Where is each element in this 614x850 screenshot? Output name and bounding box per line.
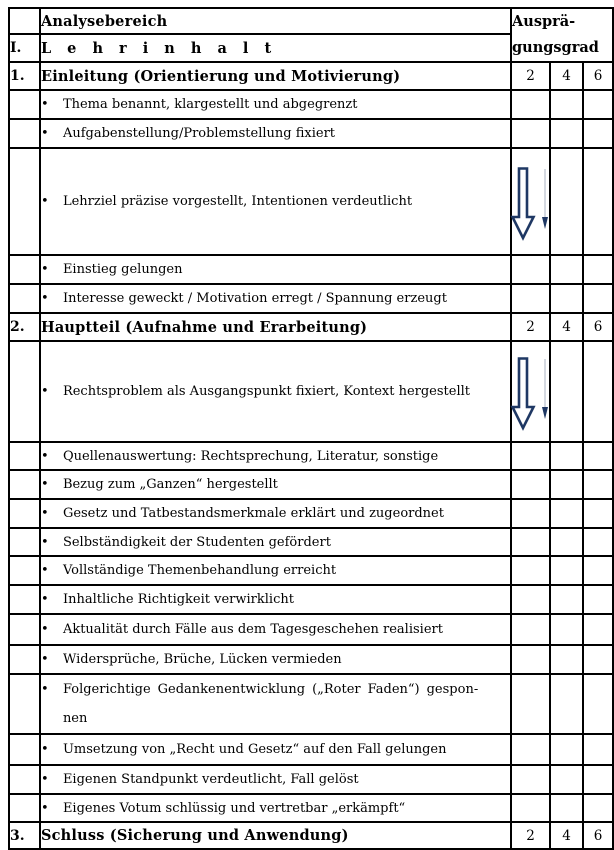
criterion-text: Interesse geweckt / Motivation erregt / Spannung erzeugt [62,291,447,306]
criterion-line-1 [41,675,510,704]
grade-value-4: 4 [550,62,583,90]
grade-cell-2 [511,528,550,556]
grade-cell-6 [583,585,613,614]
grade-cell-2 [511,734,550,765]
row-number-cell [9,585,40,614]
section-title: Einleitung (Orientierung und Motivierung) [40,62,511,90]
criterion-cell [40,674,511,734]
row-number-cell [9,499,40,528]
criterion-text: Einstieg gelungen [62,262,183,277]
grade-value-2: 2 [511,822,550,849]
grade-cell-6 [583,645,613,674]
table-row [9,794,613,822]
grade-cell-6 [583,674,613,734]
grade-cell-4 [550,794,583,822]
criterion-cell [40,794,511,822]
row-number-cell [9,734,40,765]
section-number: 2. [9,313,40,341]
bullet-icon: • [40,772,49,787]
grade-cell-4 [550,674,583,734]
grade-cell-6 [583,794,613,822]
grade-cell-2 [511,614,550,645]
row-number-cell [9,341,40,442]
bullet-icon: • [40,194,49,209]
criterion-cell [40,585,511,614]
bullet-icon: • [40,622,49,637]
section-row-schluss [9,822,613,849]
table-row [9,585,613,614]
bullet-icon: • [40,477,49,492]
criterion-cell [40,645,511,674]
grade-cell-6 [583,341,613,442]
evaluation-table [8,7,614,850]
grade-cell-6 [583,556,613,585]
grade-value-4: 4 [550,822,583,849]
row-number-cell [9,556,40,585]
grade-cell-6 [583,528,613,556]
table-row [9,470,613,499]
criterion-text: Aktualität durch Fälle aus dem Tagesgeschehen realisiert [62,622,443,637]
criterion-text: Folgerichtige Gedankenentwicklung („Roter Faden“) gespon- [62,682,479,697]
row-number-cell [9,765,40,794]
grade-cell-2 [511,674,550,734]
grade-cell-2 [511,442,550,470]
criterion-cell [40,255,511,284]
criterion-text: Lehrziel präzise vorgestellt, Intentionen verdeutlicht [62,194,413,209]
row-number-cell [9,284,40,313]
bullet-icon: • [40,126,49,141]
grade-cell-4 [550,90,583,119]
grade-cell-6 [583,148,613,255]
bullet-icon: • [40,563,49,578]
section-row-einleitung [9,62,613,90]
criterion-cell [40,614,511,645]
grade-cell-6 [583,499,613,528]
header-row-1 [9,8,613,34]
bullet-icon: • [40,291,49,306]
grade-cell-2 [511,148,550,255]
grade-header [511,8,613,62]
bullet-icon: • [40,448,49,464]
grade-cell-2 [511,341,550,442]
grade-cell-4 [550,148,583,255]
table-row [9,284,613,313]
table-row [9,119,613,148]
grade-cell-2 [511,556,550,585]
grade-cell-2 [511,90,550,119]
row-number-cell [9,794,40,822]
grade-cell-6 [583,734,613,765]
row-number-cell [9,614,40,645]
bullet-icon: • [40,262,49,277]
grade-cell-4 [550,255,583,284]
bullet-icon: • [40,682,49,697]
corner-cell [9,8,40,34]
section-row-hauptteil [9,313,613,341]
thin-down-arrow-icon [542,359,548,419]
bullet-icon: • [40,652,49,667]
grade-cell-2 [511,765,550,794]
grade-cell-4 [550,765,583,794]
grade-value-6: 6 [583,313,613,341]
grade-cell-2 [511,794,550,822]
table-row-tall [9,341,613,442]
bullet-icon: • [40,97,49,112]
down-block-arrow-icon [513,357,549,431]
down-block-arrow-icon [513,167,549,241]
criterion-text: Eigenen Standpunkt verdeutlicht, Fall gelöst [62,772,359,787]
grade-cell-6 [583,470,613,499]
table-row [9,90,613,119]
criterion-text: Widersprüche, Brüche, Lücken vermieden [62,652,342,667]
grade-cell-2 [511,645,550,674]
grade-cell-6 [583,442,613,470]
grade-cell-4 [550,119,583,148]
section-roman-numeral: I. [9,34,40,62]
grade-cell-2 [511,499,550,528]
table-row [9,442,613,470]
content-section-title: L e h r i n h a l t [40,34,511,62]
table-row [9,528,613,556]
table-row [9,499,613,528]
row-number-cell [9,148,40,255]
grade-cell-4 [550,470,583,499]
table-row [9,556,613,585]
grade-cell-6 [583,765,613,794]
row-number-cell [9,90,40,119]
criterion-text: Aufgabenstellung/Problemstellung fixiert [62,126,336,141]
criterion-cell [40,765,511,794]
grade-cell-4 [550,614,583,645]
criterion-cell [40,148,511,255]
grade-cell-6 [583,284,613,313]
bullet-icon: • [40,800,49,816]
bullet-icon: • [40,384,49,399]
criterion-cell [40,556,511,585]
grade-cell-4 [550,284,583,313]
grade-cell-2 [511,284,550,313]
criterion-text: Vollständige Themenbehandlung erreicht [62,563,337,578]
grade-cell-4 [550,556,583,585]
bullet-icon: • [40,534,49,550]
bullet-icon: • [40,742,49,757]
criterion-cell [40,90,511,119]
criterion-cell [40,528,511,556]
grade-cell-4 [550,442,583,470]
criterion-text-continued: nen [62,711,88,726]
grade-value-2: 2 [511,62,550,90]
criterion-text: Rechtsproblem als Ausgangspunkt fixiert, Kontext hergestellt [62,384,470,399]
row-number-cell [9,119,40,148]
bullet-icon: • [40,592,49,607]
grade-cell-4 [550,645,583,674]
grade-cell-4 [550,734,583,765]
row-number-cell [9,255,40,284]
grade-cell-4 [550,528,583,556]
table-row [9,255,613,284]
criterion-cell [40,470,511,499]
criterion-cell [40,119,511,148]
row-number-cell [9,442,40,470]
criterion-text: Umsetzung von „Recht und Gesetz“ auf den Fall gelungen [62,742,447,757]
grade-value-6: 6 [583,62,613,90]
grade-cell-4 [550,341,583,442]
grade-cell-2 [511,119,550,148]
table-row-tall [9,148,613,255]
row-number-cell [9,528,40,556]
grade-cell-6 [583,119,613,148]
grade-cell-6 [583,255,613,284]
thin-down-arrow-icon [542,169,548,229]
grade-value-4: 4 [550,313,583,341]
criterion-text: Selbständigkeit der Studenten gefördert [62,534,331,550]
table-row [9,734,613,765]
criterion-text: Gesetz und Tatbestandsmerkmale erklärt und zugeordnet [62,506,444,521]
grade-header-line2: gungsgrad [512,39,599,56]
section-title: Schluss (Sicherung und Anwendung) [40,822,511,849]
criterion-cell [40,442,511,470]
grade-header-line1: Ausprä- [512,13,576,30]
criterion-cell [40,734,511,765]
criterion-text: Thema benannt, klargestellt und abgegrenzt [62,97,358,112]
table-row-wrapped [9,674,613,734]
criterion-text: Inhaltliche Richtigkeit verwirklicht [62,592,294,607]
criterion-cell [40,284,511,313]
section-title: Hauptteil (Aufnahme und Erarbeitung) [40,313,511,341]
criterion-cell [40,341,511,442]
table-row [9,614,613,645]
criterion-text: Quellenauswertung: Rechtsprechung, Literatur, sonstige [62,448,439,464]
criterion-text: Eigenes Votum schlüssig und vertretbar „erkämpft“ [62,800,406,816]
table-row [9,645,613,674]
grade-cell-2 [511,470,550,499]
grade-cell-2 [511,585,550,614]
grade-cell-4 [550,499,583,528]
criterion-text: Bezug zum „Ganzen“ hergestellt [62,477,278,492]
grade-value-6: 6 [583,822,613,849]
row-number-cell [9,645,40,674]
grade-cell-6 [583,90,613,119]
grade-cell-4 [550,585,583,614]
bullet-icon: • [40,506,49,521]
criterion-cell [40,499,511,528]
table-row [9,765,613,794]
grade-value-2: 2 [511,313,550,341]
section-number: 3. [9,822,40,849]
criterion-line-2 [41,704,510,733]
row-number-cell [9,674,40,734]
grade-cell-6 [583,614,613,645]
section-number: 1. [9,62,40,90]
evaluation-sheet [8,7,614,850]
area-header: Analysebereich [40,8,511,34]
row-number-cell [9,470,40,499]
grade-cell-2 [511,255,550,284]
